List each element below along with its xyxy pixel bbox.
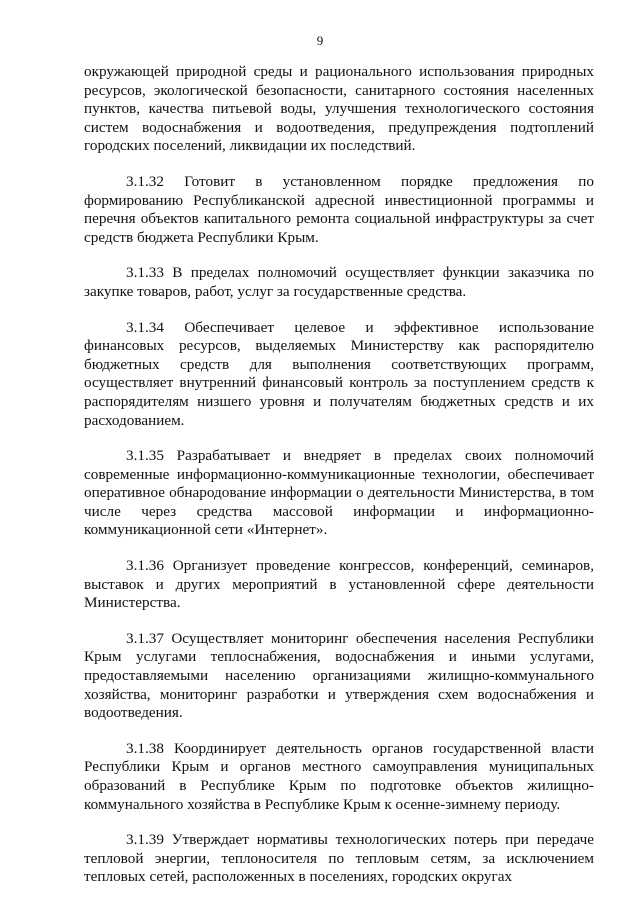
paragraph-3-1-37: 3.1.37 Осуществляет мониторинг обеспечения населения Республики Крым услугами теплоснабжения, водоснабжения и иными услугами, предоставляемыми населению организациями жилищно-коммунального хозяйства, мониторинг разработки и утверждения схем водоснабжения и водоотведения. [84, 629, 594, 722]
paragraph-continuation: окружающей природной среды и рационального использования природных ресурсов, экологической безопасности, санитарного состояния населенных пунктов, качества питьевой воды, улучшения технологического состояния систем водоснабжения и водоотведения, предупреждения подтоплений городских поселений, ликвидации их последствий. [84, 63, 594, 155]
paragraph-3-1-39: 3.1.39 Утверждает нормативы технологических потерь при передаче тепловой энергии, теплоносителя по тепловым сетям, за исключением тепловых сетей, расположенных в поселениях, городских округах [84, 831, 594, 886]
page-number: 9 [316, 33, 324, 48]
paragraph-3-1-33: 3.1.33 В пределах полномочий осуществляет функции заказчика по закупке товаров, работ, услуг за государственные средства. [84, 264, 594, 300]
paragraph-3-1-36: 3.1.36 Организует проведение конгрессов, конференций, семинаров, выставок и других мероприятий в установленной сфере деятельности Министерства. [84, 557, 594, 612]
document-body [84, 63, 594, 904]
paragraph-3-1-32: 3.1.32 Готовит в установленном порядке предложения по формированию Республиканской адресной инвестиционной программы и перечня объектов капитального ремонта социальной инфраструктуры за счет средств бюджета Республики Крым. [84, 172, 594, 246]
paragraph-3-1-38: 3.1.38 Координирует деятельность органов государственной власти Республики Крым и органов местного самоуправления муниципальных образований в Республике Крым по подготовке объектов жилищно-коммунального хозяйства в Республике Крым к осенне-зимнему периоду. [84, 739, 594, 813]
paragraph-3-1-35: 3.1.35 Разрабатывает и внедряет в пределах своих полномочий современные информационно-коммуникационные технологии, обеспечивает оперативное обнародование информации о деятельности Министерства, в том числе через средства массовой информации и информационно-коммуникационной сети «Интернет». [84, 447, 594, 539]
paragraph-3-1-34: 3.1.34 Обеспечивает целевое и эффективное использование финансовых ресурсов, выделяемых Министерству как распорядителю бюджетных средств для выполнения соответствующих программ, осуществляет внутренний финансовый контроль за поступлением средств к распорядителям низшего уровня и получателям бюджетных средств и их расходованием. [84, 318, 594, 429]
